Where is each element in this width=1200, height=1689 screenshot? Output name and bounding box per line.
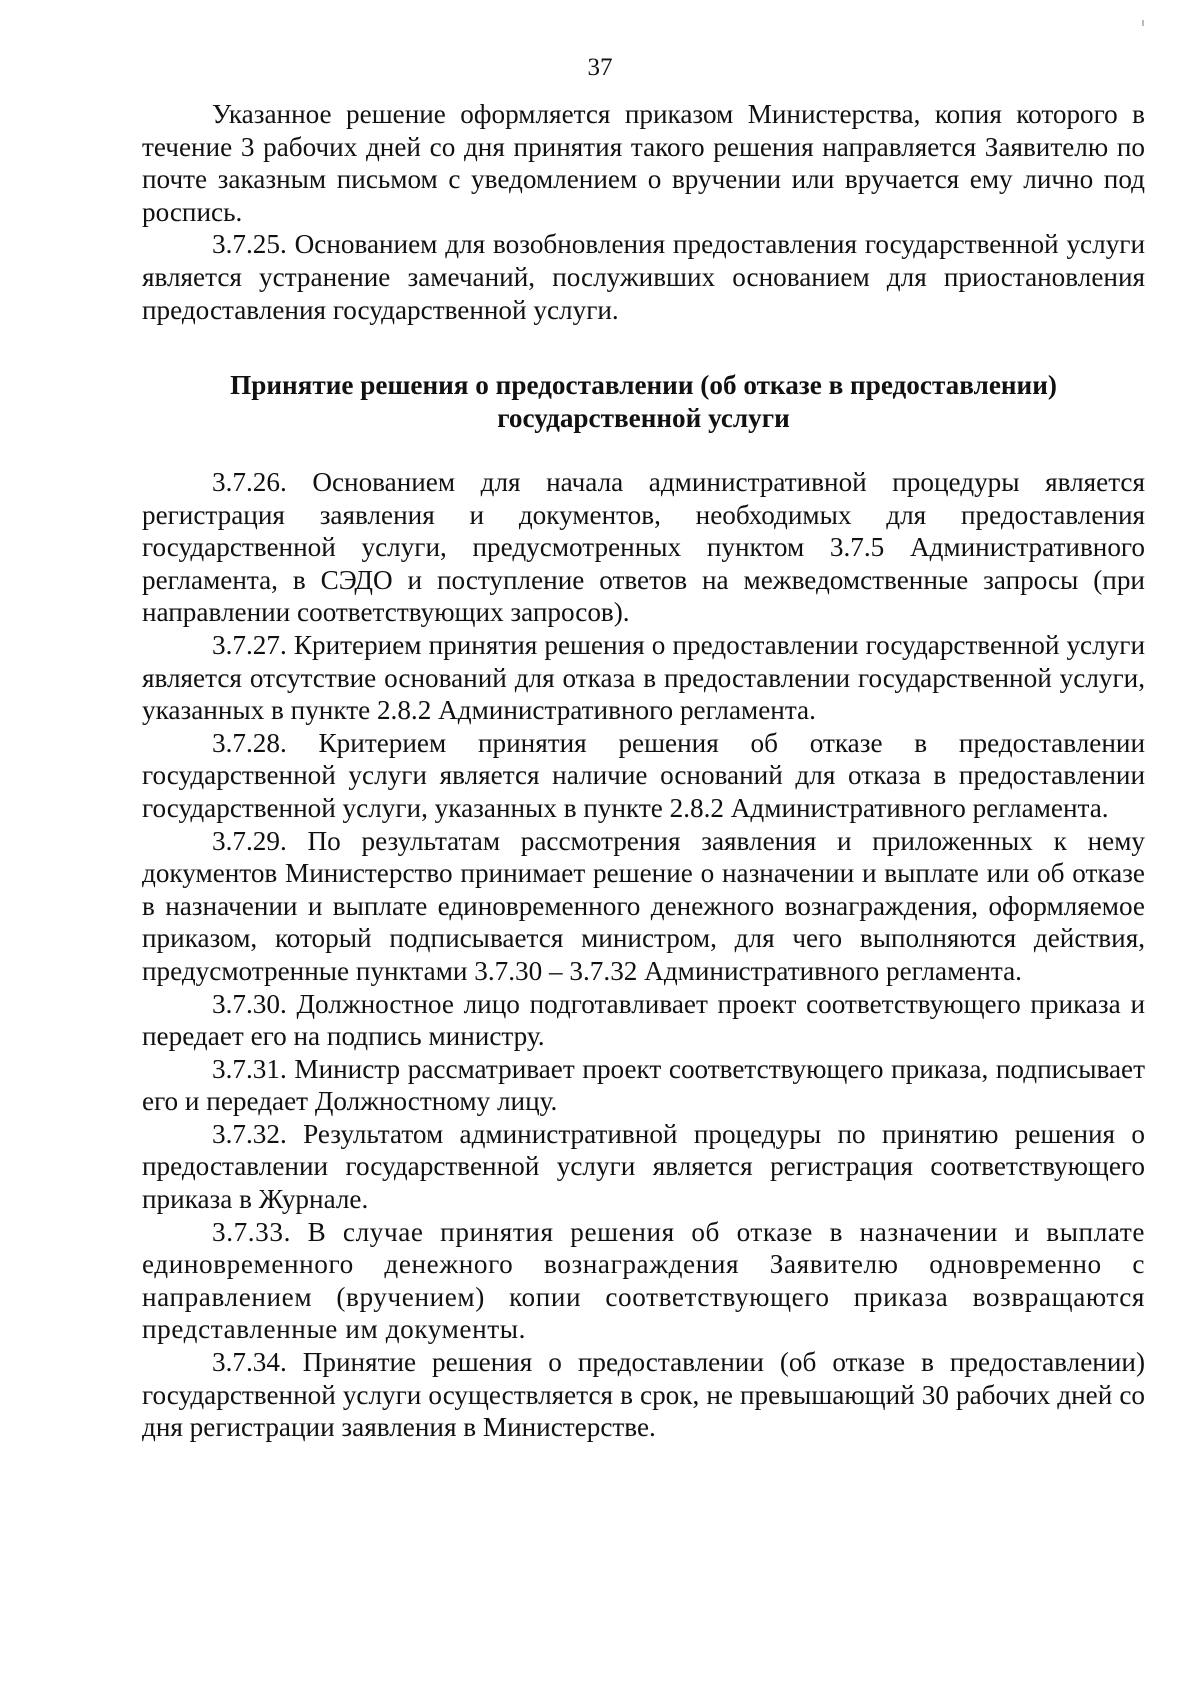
paragraph-3-7-31: 3.7.31. Министр рассматривает проект соответствующего приказа, подписывает его и передает Должностному лицу. bbox=[142, 1053, 1145, 1117]
section-heading-line-2: государственной услуги bbox=[497, 403, 790, 433]
paragraph-3-7-30: 3.7.30. Должностное лицо подготавливает проект соответствующего приказа и передает его на подпись министру. bbox=[142, 988, 1145, 1052]
paragraph-3-7-28: 3.7.28. Критерием принятия решения об отказе в предоставлении государственной услуги является наличие оснований для отказа в предоставлении государственной услуги, указанных в пункте 2.8.2 Административного регламента. bbox=[142, 727, 1145, 823]
paragraph-3-7-29: 3.7.29. По результатам рассмотрения заявления и приложенных к нему документов Министерство принимает решение о назначении и выплате или об отказе в назначении и выплате единовременного денежного вознаграждения, оформляемое приказом, который подписывается министром, для чего выполняются действия, предусмотренные пунктами 3.7.30 – 3.7.32 Административного регламента. bbox=[142, 825, 1145, 986]
paragraph-3-7-26: 3.7.26. Основанием для начала административной процедуры является регистрация заявления и документов, необходимых для предоставления государственной услуги, предусмотренных пунктом 3.7.5 Административного регламента, в СЭДО и поступление ответов на межведомственные запросы (при направлении соответствующих запросов). bbox=[142, 467, 1145, 628]
scan-mark bbox=[1142, 20, 1144, 26]
text-block-top bbox=[142, 98, 1145, 326]
paragraph-decision-copy: Указанное решение оформляется приказом Министерства, копия которого в течение 3 рабочих дней со дня принятия такого решения направляется Заявителю по почте заказным письмом с уведомлением о вручении или вручается ему лично под роспись. bbox=[142, 99, 1145, 227]
paragraph-3-7-34: 3.7.34. Принятие решения о предоставлении (об отказе в предоставлении) государственной услуги осуществляется в срок, не превышающий 30 рабочих дней со дня регистрации заявления в Министерстве. bbox=[142, 1347, 1145, 1443]
section-heading-line-1: Принятие решения о предоставлении (об отказе в предоставлении) bbox=[230, 370, 1057, 400]
paragraph-3-7-33: 3.7.33. В случае принятия решения об отказе в назначении и выплате единовременного денежного вознаграждения Заявителю одновременно с направлением (вручением) копии соответствующего приказа возвращаются представленные им документы. bbox=[142, 1216, 1145, 1345]
paragraph-3-7-27: 3.7.27. Критерием принятия решения о предоставлении государственной услуги является отсутствие оснований для отказа в предоставлении государственной услуги, указанных в пункте 2.8.2 Административного регламента. bbox=[142, 629, 1145, 726]
paragraph-3-7-25: 3.7.25. Основанием для возобновления предоставления государственной услуги является устранение замечаний, послуживших основанием для приостановления предоставления государственной услуги. bbox=[142, 229, 1145, 325]
page-number: 37 bbox=[587, 54, 613, 81]
text-block-bottom bbox=[142, 466, 1145, 1444]
paragraph-3-7-32: 3.7.32. Результатом административной процедуры по принятию решения о предоставлении государственной услуги является регистрация соответствующего приказа в Журнале. bbox=[142, 1118, 1145, 1215]
section-heading bbox=[142, 369, 1145, 435]
